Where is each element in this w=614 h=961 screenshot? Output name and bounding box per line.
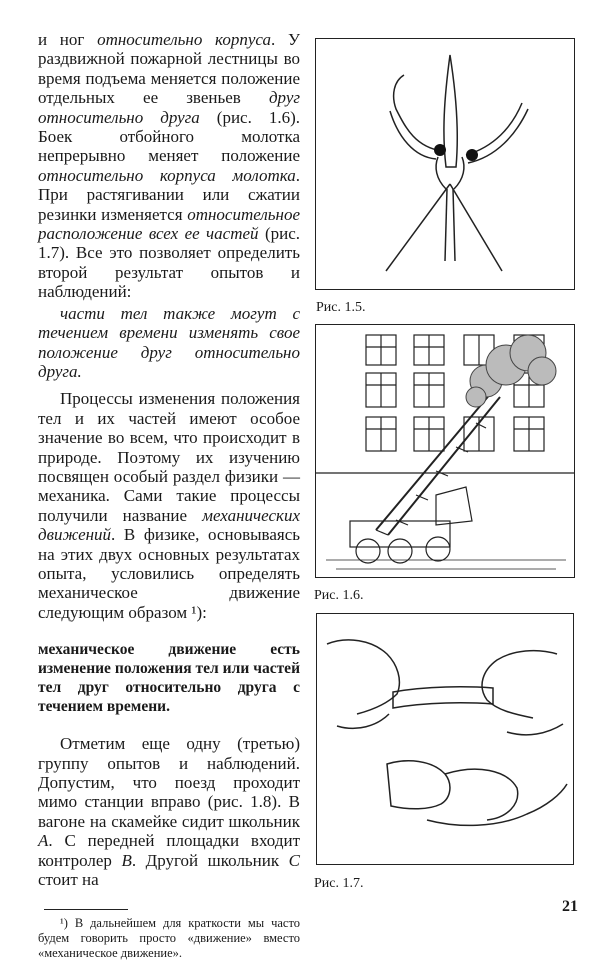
page-number: 21 — [562, 898, 578, 915]
footnote: ¹) В дальнейшем для краткости мы часто будем говорить просто «движение» вместо «механическое движение». — [38, 916, 300, 961]
fire-truck-illustration — [316, 325, 574, 577]
caption-fig-1-5: Рис. 1.5. — [316, 300, 366, 315]
paragraph-1: и ног относительно корпуса. У раздвижной пожарной лестницы во время подъема меняется положение отдельных ее звеньев друг относительно друга (рис. 1.6). Боек отбойного молотка непрерывно меняет положение относительно корпуса молотка. При растягивании или сжатии резинки изменяется относительное расположение всех ее частей (рис. 1.7). Все это позволяет определить второй результат опытов и наблюдений: — [38, 30, 301, 302]
paragraph-5: Отметим еще одну (третью) группу опытов и наблюдений. Допустим, что поезд проходит мимо станции вправо (рис. 1.8). В вагоне на скамейке сидит школьник А. С передней площадки входит контролер В. Другой школьник С стоит на — [38, 734, 300, 890]
caption-fig-1-7: Рис. 1.7. — [314, 876, 364, 891]
figure-1-6 — [315, 324, 575, 578]
hands-rubber-illustration — [317, 614, 573, 864]
caption-fig-1-6: Рис. 1.6. — [314, 588, 364, 603]
paragraph-2-italic: части тел также могут с течением времени изменять свое положение друг относительно друга. — [38, 303, 300, 381]
definition-bold: механическое движение есть изменение положения тел или частей тел друг относительно друга с течением времени. — [38, 641, 300, 716]
paragraph-3: Процессы изменения положения тел и их частей имеют особое значение во всем, что происходит в природе. Поэтому их изучению посвящен особый раздел физики — механика. Сами такие процессы получили название механических движений. В физике, основываясь на этих двух основных результатах опыта, условились определять механическое движение следующим образом ¹): — [38, 389, 300, 622]
figure-1-7 — [316, 613, 574, 865]
figure-1-5 — [315, 38, 575, 290]
text-column — [38, 30, 300, 961]
gymnasts-illustration — [316, 39, 574, 289]
footnote-rule — [44, 909, 128, 910]
